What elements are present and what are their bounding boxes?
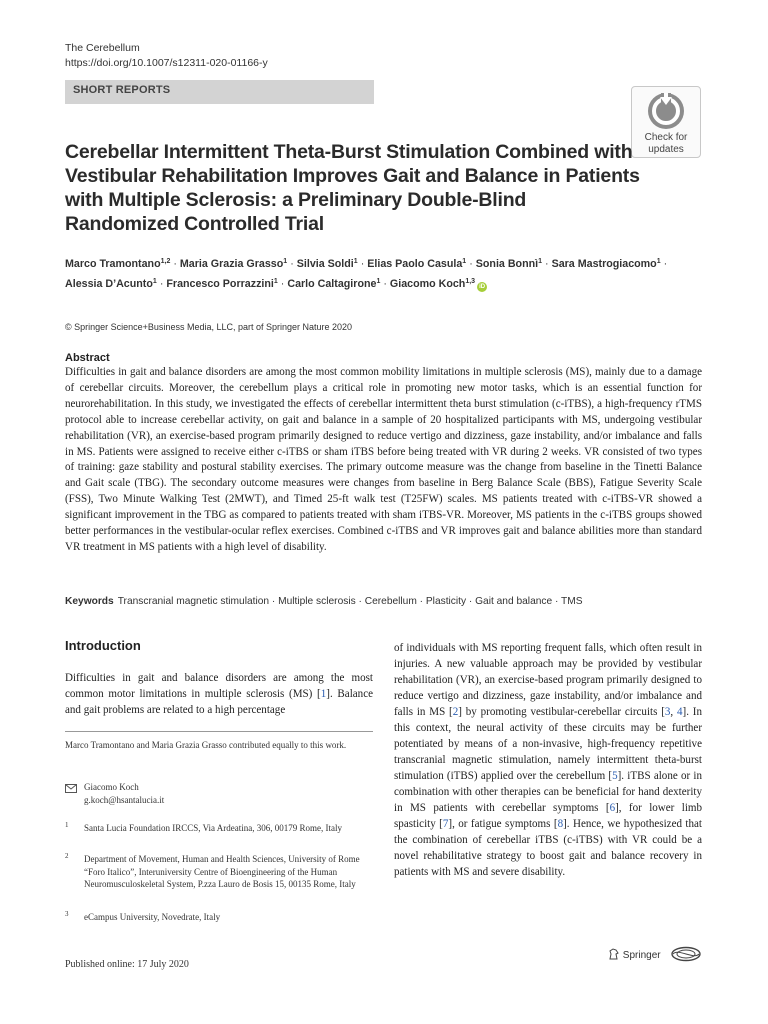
author[interactable]: Elias Paolo Casula$^1$	[367, 258, 467, 270]
footnote-divider	[65, 731, 373, 732]
author-list: Marco Tramontano$^{1,2}$ · Maria Grazia Grasso$^1$ · Silvia Soldi$^1$ · Elias Paolo Casula$^1$ · Sonia Bonnì$^1$ · Sara Mastrogiacomo$^1$ · Alessia D’Acunto$^1$ · Francesco Porrazzini$^1$ · Carlo Caltagirone$^1$ · Giacomo Koch$^{1,3}$iD	[65, 258, 668, 290]
equal-contribution-note: Marco Tramontano and Maria Grazia Grasso contributed equally to this work.	[65, 740, 347, 750]
citation-link[interactable]: 5	[612, 770, 618, 782]
check-for-updates-icon	[646, 91, 686, 131]
citation-link[interactable]: 1	[320, 688, 327, 700]
springer-horse-icon	[608, 948, 620, 960]
corresponding-author	[65, 781, 373, 806]
doi-link[interactable]: https://doi.org/10.1007/s12311-020-01166-y	[65, 57, 268, 69]
orcid-icon[interactable]: iD	[479, 284, 486, 290]
affiliation-1: 1 Santa Lucia Foundation IRCCS, Via Ardeatina, 306, 00179 Rome, Italy	[65, 821, 343, 833]
society-logo-icon	[670, 946, 702, 962]
journal-name: The Cerebellum	[65, 42, 140, 54]
check-for-updates-line2: updates	[648, 144, 684, 155]
keywords-text: Transcranial magnetic stimulation · Multiple sclerosis · Cerebellum · Plasticity · Gait and balance · TMS	[117, 596, 583, 607]
author[interactable]: Giacomo Koch$^{1,3}$	[389, 278, 476, 290]
published-date: Published online: 17 July 2020	[65, 959, 189, 970]
corresponding-name: Giacomo Koch	[84, 782, 139, 792]
corresponding-email[interactable]: g.koch@hsantalucia.it	[84, 794, 165, 805]
author[interactable]: Maria Grazia Grasso$^1$	[179, 258, 288, 270]
citation-link[interactable]: 7	[442, 818, 449, 830]
introduction-left-column: Difficulties in gait and balance disorders are among the most common motor limitations in multiple sclerosis (MS) [1]. Balance and gait problems are related to a high percentage	[65, 672, 374, 716]
citation-link[interactable]: 3	[664, 706, 671, 718]
copyright-notice: © Springer Science+Business Media, LLC, part of Springer Nature 2020	[65, 322, 353, 332]
affiliation-3: 3 eCampus University, Novedrate, Italy	[65, 910, 221, 922]
section-banner	[65, 80, 374, 104]
check-for-updates-line1: Check for	[644, 132, 688, 143]
section-label: SHORT REPORTS	[73, 84, 171, 96]
author[interactable]: Francesco Porrazzini$^1$	[166, 278, 278, 290]
journal-header	[65, 41, 268, 71]
citation-link[interactable]: 6	[609, 802, 616, 814]
envelope-icon	[65, 784, 77, 793]
author[interactable]: Sara Mastrogiacomo$^1$	[551, 258, 661, 270]
citation-link[interactable]: 8	[557, 818, 564, 830]
introduction-heading: Introduction	[65, 638, 141, 653]
affiliation-2: 2 Department of Movement, Human and Health Sciences, University of Rome “Foro Italico”, Interuniversity Centre of Bioengineering of the Human Neuromusculoskeletal System, P.zza Lauro de Bosis 15, 00135 Rome, Italy	[65, 852, 360, 889]
abstract-heading: Abstract	[65, 352, 110, 364]
springer-wordmark: Springer	[608, 948, 661, 961]
author[interactable]: Silvia Soldi$^1$	[296, 258, 358, 270]
author[interactable]: Carlo Caltagirone$^1$	[287, 278, 381, 290]
citation-link[interactable]: 4	[677, 706, 683, 718]
abstract-text: Difficulties in gait and balance disorders are among the most common mobility limitations in multiple sclerosis (MS), mainly due to a damage of cerebellar circuits. Moreover, the cerebellum plays a critical role in promoting new motor tasks, which is an essential function for neurorehabilitation. In this study, we investigated the effects of cerebellar intermittent theta burst stimulation (c-iTBS), a high-frequency rTMS protocol able to increase cerebellar activity, on gait and balance in a sample of 20 hospitalized participants with MS, undergoing vestibular rehabilitation (VR), an exercise-based program primarily designed to reduce vertigo and dizziness, gaze instability, and/or imbalance and falls in MS. Patients were assigned to receive either c-iTBS or sham iTBS before being treated with VR during 2 weeks. VR consisted of two types of training: gaze stability and postural stability exercises. The primary outcome measure was the change from baseline in the Tinetti Balance and Gait scale (TBG). The secondary outcome measures were changes from baseline in Berg Balance Scale (BBS), Fatigue Severity Scale (FSS), Two Minute Walking Test (2MWT), and Timed 25-ft walk test (T25FW) scales. MS patients treated with c-iTBS-VR showed a significant improvement in the TBG as compared to patients treated with sham iTBS-VR. Moreover, MS patients in the c-iTBS groups showed better performances in the vestibular-ocular reflex exercises. Combined c-iTBS and VR improves gait and balance abilities more than standard VR treatment in MS patients with a high level of disability.	[65, 366, 702, 553]
author[interactable]: Sonia Bonnì$^1$	[475, 258, 543, 270]
author[interactable]: Marco Tramontano$^{1,2}$	[65, 258, 171, 270]
author[interactable]: Alessia D’Acunto$^1$	[65, 278, 157, 290]
keywords-label: Keywords	[65, 596, 114, 607]
article-title: Cerebellar Intermittent Theta-Burst Stimulation Combined with Vestibular Rehabilitation Improves Gait and Balance in Patients with Multiple Sclerosis: a Preliminary Double-Blind Randomized Controlled Trial	[65, 141, 640, 235]
citation-link[interactable]: 2	[452, 706, 459, 718]
introduction-right-column: of individuals with MS reporting frequent falls, which often result in injuries. A new valuable approach may be provided by vestibular rehabilitation (VR), an exercise-based program primarily designed to reduce vertigo and dizziness, gaze instability, and/or imbalance and falls in MS [2] by promoting vestibular-cerebellar circuits [3, 4]. In this context, the neural activity of these circuits may be further potentiated by means of a non-invasive, high-frequency repetitive transcranial magnetic stimulation, namely intermittent theta-burst stimulation (iTBS) applied over the cerebellum [5]. iTBS alone or in combination with other therapies can be beneficial for hand dexterity in MS patients with cerebellar symptoms [6], for lower limb spasticity [7], or fatigue symptoms [8]. Hence, we hypothesized that the combination of cerebellar iTBS (c-iTBS) with VR could be a novel rehabilitative strategy to boost gait and balance recovery in patients with MS and severe disability.	[394, 642, 703, 878]
keywords	[65, 596, 583, 607]
